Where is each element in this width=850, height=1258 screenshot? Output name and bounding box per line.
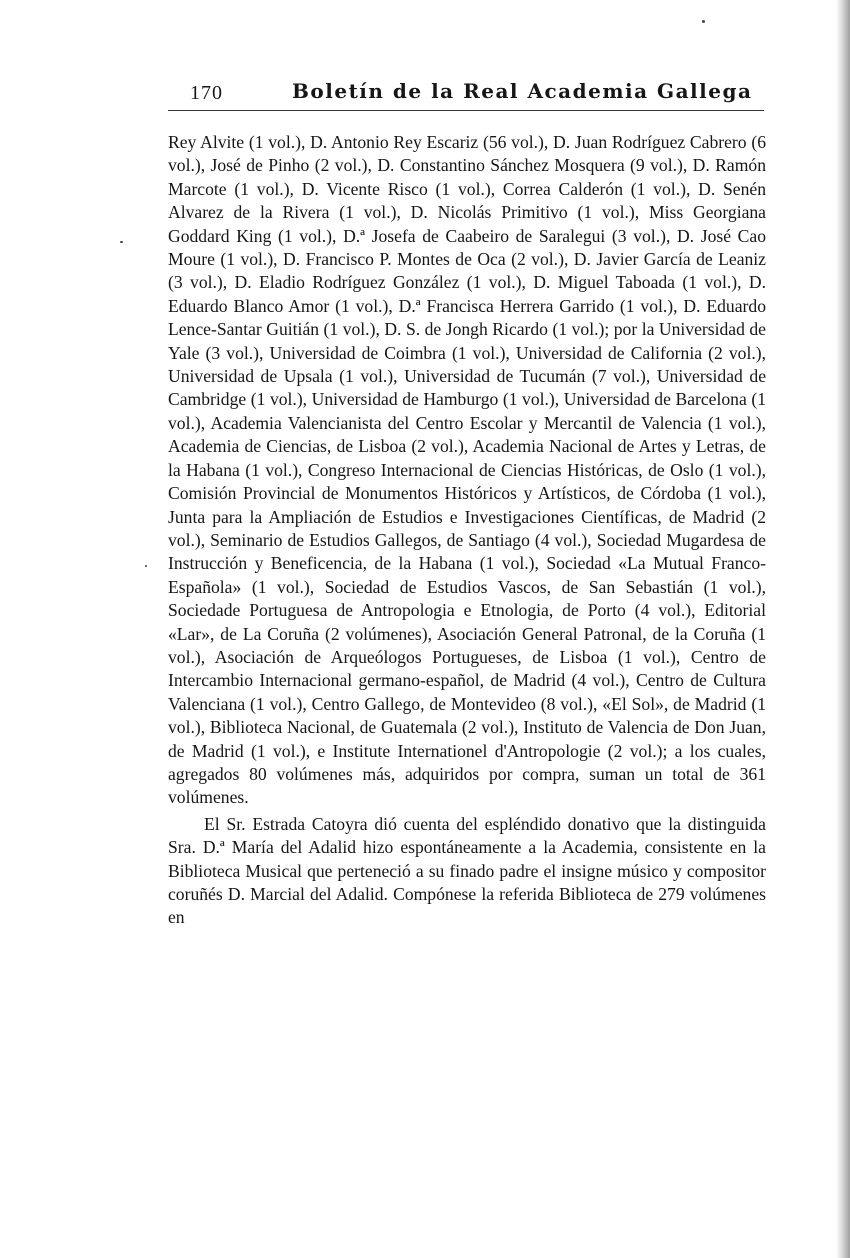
- header-rule: [168, 110, 764, 111]
- paragraph-1: Rey Alvite (1 vol.), D. Antonio Rey Escariz (56 vol.), D. Juan Rodríguez Cabrero (6 vol.), José de Pinho (2 vol.), D. Constantino Sánchez Mosquera (9 vol.), D. Ramón Marcote (1 vol.), D. Vicente Risco (1 vol.), Correa Calderón (1 vol.), D. Senén Alvarez de la Rivera (1 vol.), D. Nicolás Primitivo (1 vol.), Miss Georgiana Goddard King (1 vol.), D.ª Josefa de Caabeiro de Saralegui (3 vol.), D. José Cao Moure (1 vol.), D. Francisco P. Montes de Oca (2 vol.), D. Javier García de Leaniz (3 vol.), D. Eladio Rodríguez González (1 vol.), D. Miguel Taboada (1 vol.), D. Eduardo Blanco Amor (1 vol.), D.ª Francisca Herrera Garrido (1 vol.), D. Eduardo Lence-Santar Guitián (1 vol.), D. S. de Jongh Ricardo (1 vol.); por la Universidad de Yale (3 vol.), Universidad de Coimbra (1 vol.), Universidad de California (2 vol.), Universidad de Upsala (1 vol.), Universidad de Tucumán (7 vol.), Universidad de Cambridge (1 vol.), Universidad de Hamburgo (1 vol.), Universidad de Barcelona (1 vol.), Academia Valencianista del Centro Escolar y Mercantil de Valencia (1 vol.), Academia de Ciencias, de Lisboa (2 vol.), Academia Nacional de Artes y Letras, de la Habana (1 vol.), Congreso Internacional de Ciencias Históricas, de Oslo (1 vol.), Comisión Provincial de Monumentos Históricos y Artísticos, de Córdoba (1 vol.), Junta para la Ampliación de Estudios e Investigaciones Científicas, de Madrid (2 vol.), Seminario de Estudios Gallegos, de Santiago (4 vol.), Sociedad Mugardesa de Instrucción y Beneficencia, de la Habana (1 vol.), Sociedad «La Mutual Franco-Española» (1 vol.), Sociedad de Estudios Vascos, de San Sebastián (1 vol.), Sociedade Portuguesa de Antropologia e Etnologia, de Porto (4 vol.), Editorial «Lar», de La Coruña (2 volúmenes), Asociación General Patronal, de la Coruña (1 vol.), Asociación de Arqueólogos Portugueses, de Lisboa (1 vol.), Centro de Intercambio Internacional germano-español, de Madrid (4 vol.), Centro de Cultura Valenciana (1 vol.), Centro Gallego, de Montevideo (8 vol.), «El Sol», de Madrid (1 vol.), Biblioteca Nacional, de Guatemala (2 vol.), Instituto de Valencia de Don Juan, de Madrid (1 vol.), e Institute Internationel d'Antropologie (2 vol.); a los cuales, agregados 80 volúmenes más, adquiridos por compra, suman un total de 361 volúmenes.: [168, 132, 766, 808]
- journal-title: Boletín de la Real Academia Gallega: [292, 79, 753, 103]
- page-edge-shadow: [836, 0, 850, 1258]
- body-text: [168, 131, 766, 930]
- scan-speck: [145, 565, 147, 567]
- scan-speck: [120, 241, 123, 243]
- paragraph-2: El Sr. Estrada Catoyra dió cuenta del espléndido donativo que la distinguida Sra. D.ª María del Adalid hizo espontáneamente a la Academia, consistente en la Biblioteca Musical que perteneció a su finado padre el insigne músico y compositor coruñés D. Marcial del Adalid. Compónese la referida Biblioteca de 279 volúmenes en: [168, 813, 766, 928]
- running-header: [168, 78, 764, 110]
- scan-speck: [702, 20, 705, 23]
- page-number: 170: [190, 82, 223, 104]
